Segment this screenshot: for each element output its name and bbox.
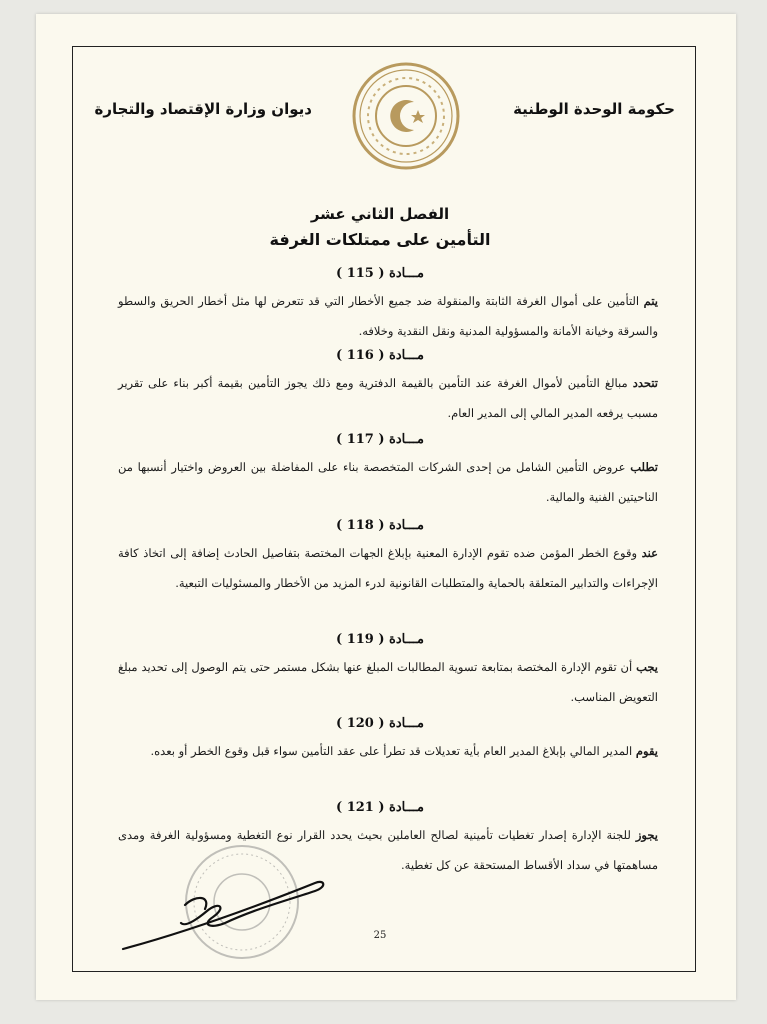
article-text: أن تقوم الإدارة المختصة بمتابعة تسوية المطالبات المبلغ عنها بشكل مستمر حتى يتم الوصول إلى تحديد مبلغ التعويض المناسب.	[118, 660, 658, 704]
article-lead-word: تطلب	[630, 460, 658, 474]
article-lead-word: تتحدد	[632, 376, 658, 390]
libya-emblem-icon	[352, 62, 460, 170]
article-heading: مـــادة ( 116 )	[336, 348, 424, 363]
chapter-number: الفصل الثاني عشر	[310, 205, 450, 223]
article-body	[118, 286, 658, 346]
article-heading: مـــادة ( 115 )	[336, 266, 424, 281]
article-lead-word: عند	[641, 546, 658, 560]
article-body	[118, 538, 658, 598]
page-number: 25	[373, 930, 387, 941]
article-lead-word: يقوم	[635, 744, 658, 758]
article-heading: مـــادة ( 117 )	[336, 432, 424, 447]
article-heading: مـــادة ( 119 )	[336, 632, 424, 647]
article-lead-word: يجوز	[635, 828, 658, 842]
article-text: للجنة الإدارة إصدار تغطيات تأمينية لصالح العاملين بحيث يحدد القرار نوع التغطية ومسؤولية الغرفة ومدى مساهمتها في سداد الأقساط المستحقة عن كل تغطية.	[118, 828, 658, 872]
article-text: مبالغ التأمين لأموال الغرفة عند التأمين بالقيمة الدفترية ومع ذلك يجوز التأمين بقيمة أكبر بناء على تقرير مسبب يرفعه المدير المالي إلى المدير العام.	[118, 376, 658, 420]
article-body	[118, 452, 658, 512]
article-lead-word: يتم	[643, 294, 658, 308]
government-name: حكومة الوحدة الوطنية	[513, 100, 675, 118]
article-text: المدير المالي بإبلاغ المدير العام بأية تعديلات قد تطرأ على عقد التأمين سواء قبل وقوع الخطر أو بعده.	[150, 744, 636, 758]
article-text: عروض التأمين الشامل من إحدى الشركات المتخصصة بناء على المفاضلة بين العروض واختيار أنسبها من الناحيتين الفنية والمالية.	[118, 460, 658, 504]
article-body	[118, 652, 658, 712]
article-heading: مـــادة ( 118 )	[336, 518, 424, 533]
signature-icon	[115, 865, 335, 955]
article-body	[118, 368, 658, 428]
article-lead-word: يجب	[636, 660, 658, 674]
article-text: التأمين على أموال الغرفة الثابتة والمنقولة ضد جميع الأخطار التي قد تتعرض لها مثل أخطار الحريق والسطو والسرقة وخيانة الأمانة والمسؤولية المدنية ونقل النقدية وخلافه.	[118, 294, 658, 338]
chapter-title: التأمين على ممتلكات الغرفة	[269, 230, 491, 249]
article-body	[118, 736, 658, 766]
article-heading: مـــادة ( 121 )	[336, 800, 424, 815]
ministry-name: ديوان وزارة الإقتصاد والتجارة	[94, 100, 312, 118]
article-heading: مـــادة ( 120 )	[336, 716, 424, 731]
article-text: وقوع الخطر المؤمن ضده تقوم الإدارة المعنية بإبلاغ الجهات المختصة بتفاصيل الحادث إضافة إلى اتخاذ كافة الإجراءات والتدابير المتعلقة بالحماية والمتطلبات القانونية لدرء المزيد من الأخطار والمسئوليات التبعية.	[118, 546, 658, 590]
